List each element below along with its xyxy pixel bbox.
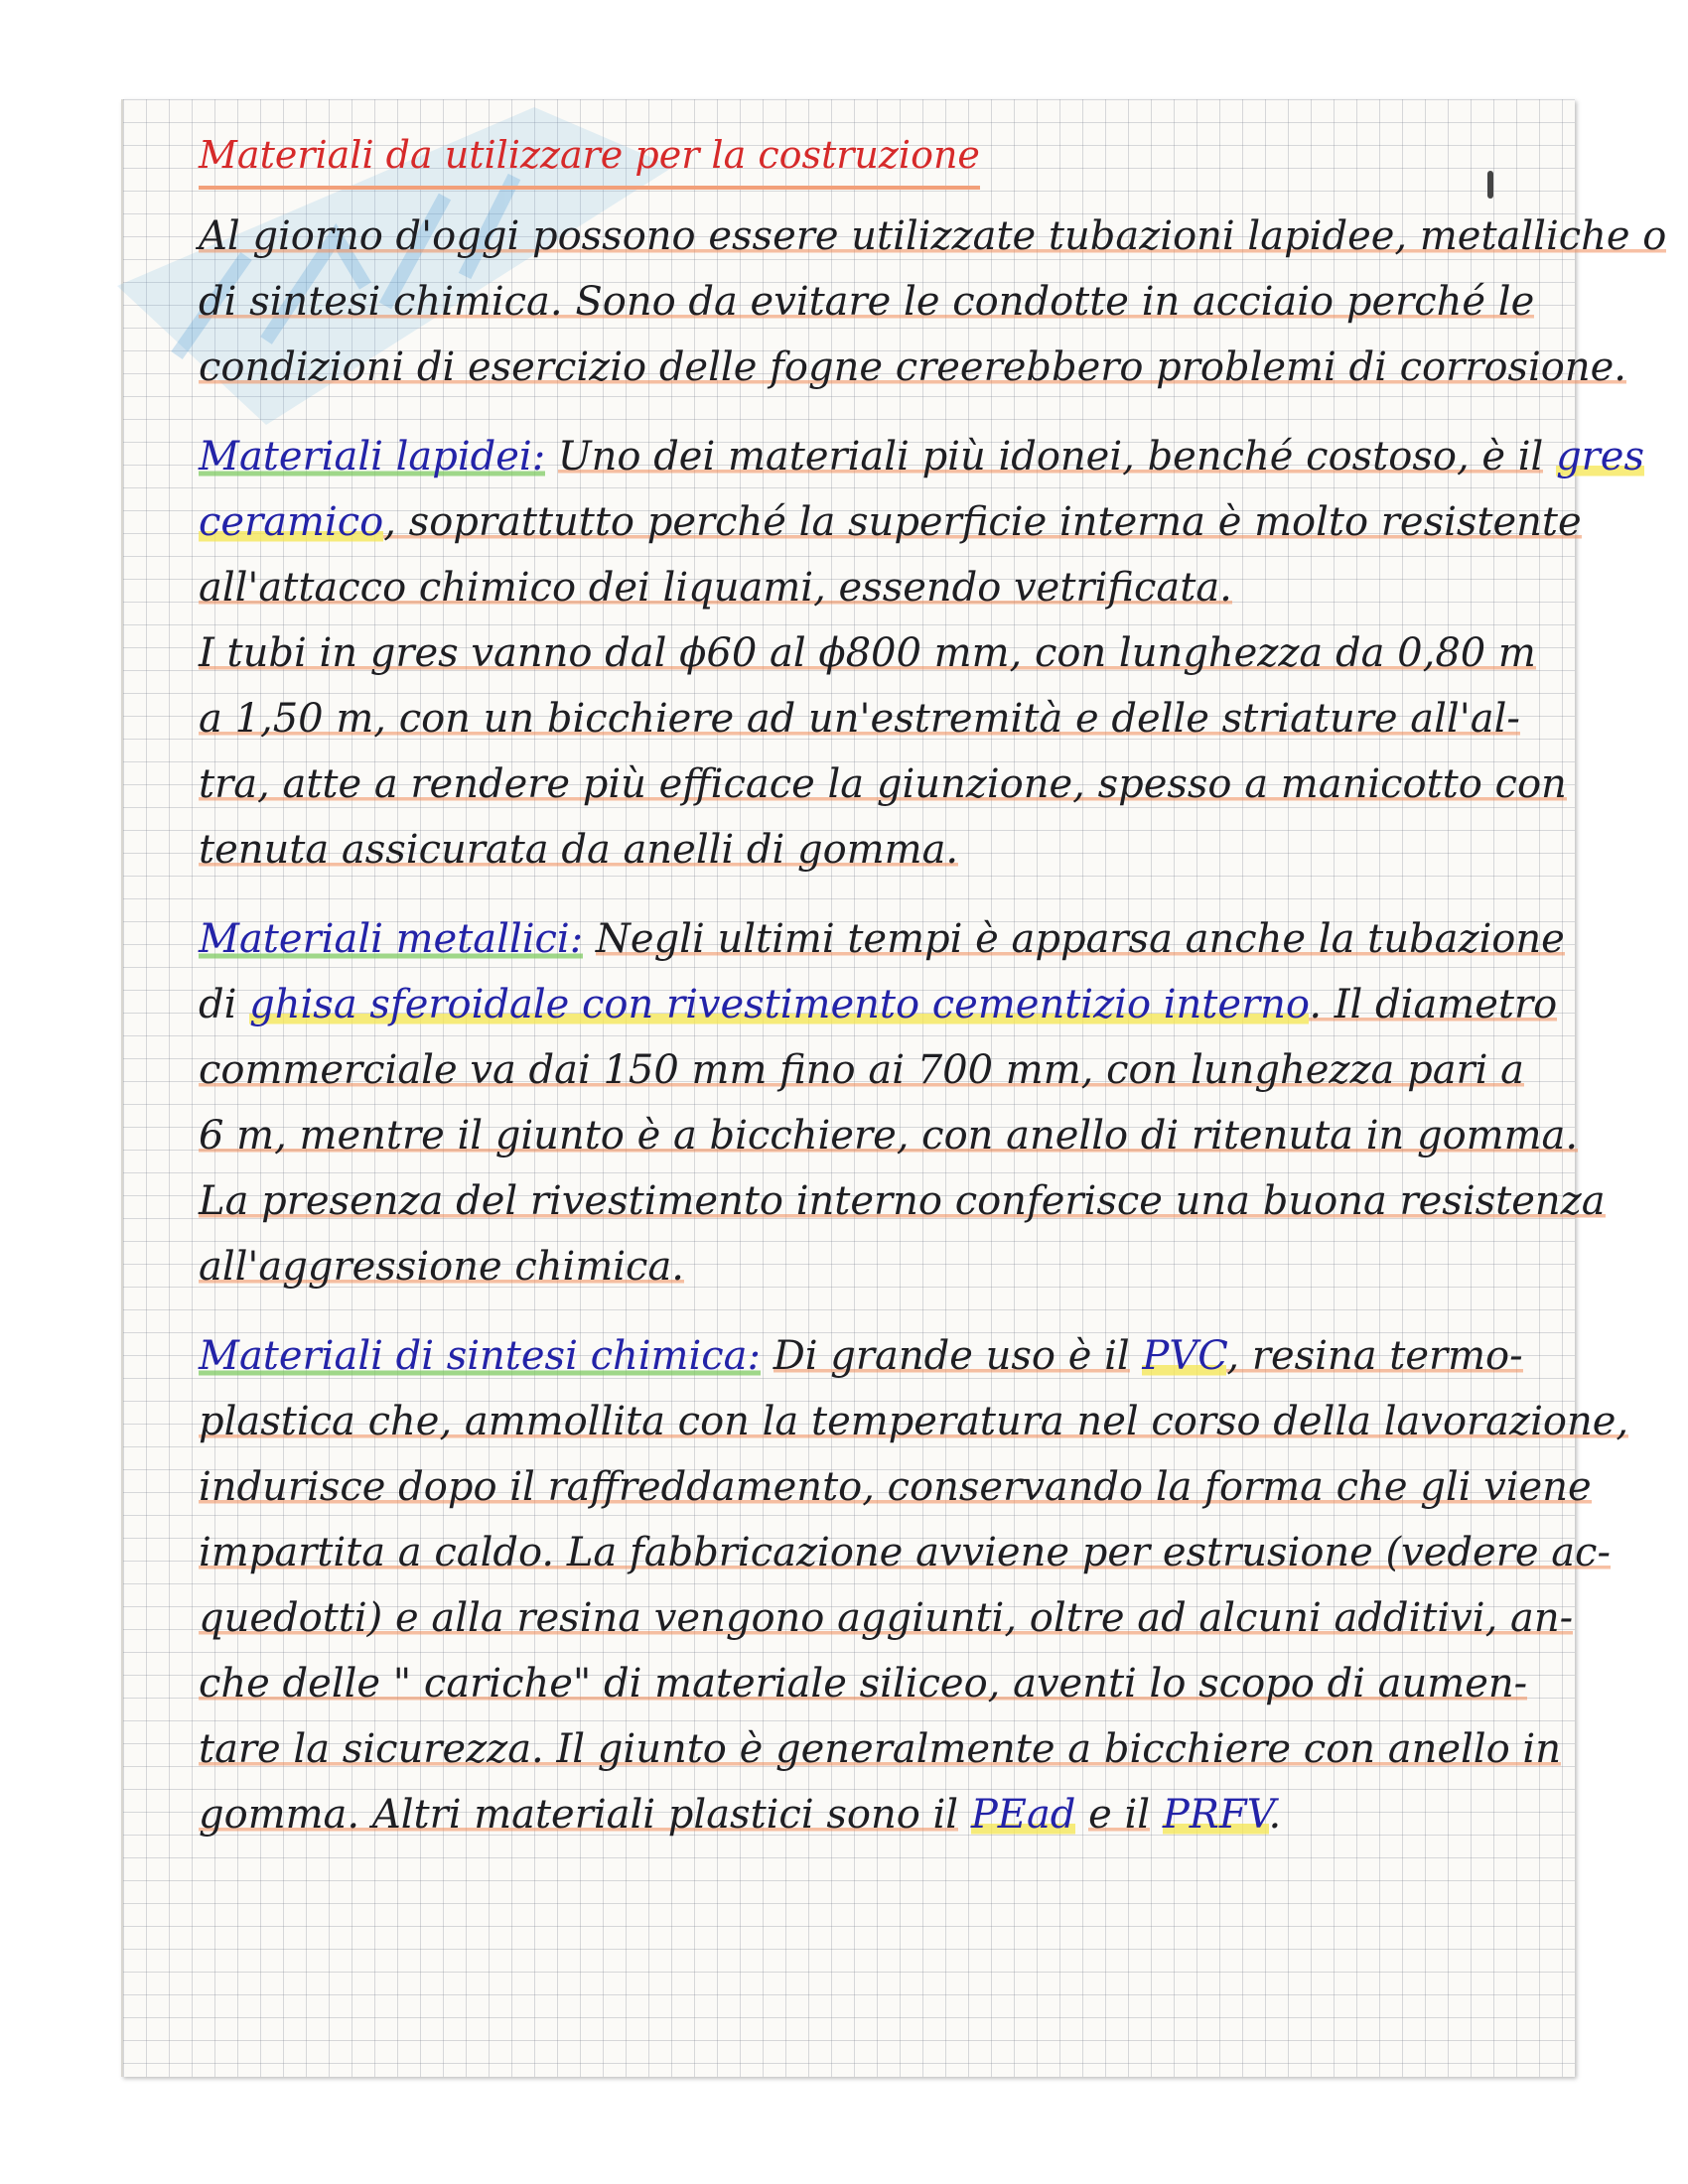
handwritten-notes [199,124,1667,1847]
text-line: gomma. Altri materiali plastici sono il [199,1792,959,1838]
section-heading: Materiali di sintesi chimica: [199,1333,761,1379]
highlighted-term: PEad [970,1792,1076,1838]
section-metallici [199,906,1606,1299]
section-heading: Materiali lapidei: [199,434,546,479]
highlighted-term: ghisa sferoidale con rivestimento cementizio interno [249,982,1310,1027]
highlighted-term: ceramico [199,499,384,545]
text-line: tra, atte a rendere più efficace la giunzione, spesso a manicotto con [199,761,1567,807]
text-line: , resina termo- [1226,1333,1523,1379]
text-line: indurisce dopo il raffreddamento, conservando la forma che gli viene [199,1464,1592,1510]
text-fragment: di [199,982,237,1027]
text-line: e il [1088,1792,1151,1838]
text-line: che delle " cariche" di materiale siliceo, aventi lo scopo di aumen- [199,1661,1528,1706]
text-line: commerciale va dai 150 mm fino ai 700 mm, con lunghezza pari a [199,1047,1525,1093]
text-line: Negli ultimi tempi è apparsa anche la tubazione [595,916,1565,962]
text-line: Uno dei materiali più idonei, benché costoso, è il [557,434,1544,479]
section-heading: Materiali metallici: [199,916,584,962]
text-line: , soprattutto perché la superficie interna è molto resistente [383,499,1582,545]
text-line: Di grande uso è il [773,1333,1130,1379]
text-line: di sintesi chimica. Sono da evitare le condotte in acciaio perché le [199,279,1535,325]
section-lapidei [199,424,1644,883]
text-line: all'attacco chimico dei liquami, essendo vetrificata. [199,565,1232,611]
text-fragment: . [1268,1792,1282,1838]
text-line: Al giorno d'oggi possono essere utilizzate tubazioni lapidee, metalliche o [199,213,1667,259]
text-line: tare la sicurezza. Il giunto è generalmente a bicchiere con anello in [199,1726,1561,1772]
text-line: 6 m, mentre il giunto è a bicchiere, con anello di ritenuta in gomma. [199,1113,1579,1159]
text-line: quedotti) e alla resina vengono aggiunti, oltre ad alcuni additivi, an- [199,1595,1574,1641]
page-title: Materiali da utilizzare per la costruzione [199,124,980,190]
text-line: I tubi in gres vanno dal ϕ60 al ϕ800 mm, con lunghezza da 0,80 m [199,630,1536,676]
intro-paragraph [199,204,1667,400]
text-line: La presenza del rivestimento interno conferisce una buona resistenza [199,1178,1606,1224]
section-sintesi [199,1323,1629,1847]
text-line: a 1,50 m, con un bicchiere ad un'estremità e delle striature all'al- [199,696,1520,742]
text-line: . Il diametro [1309,982,1558,1027]
text-line: impartita a caldo. La fabbricazione avviene per estrusione (vedere ac- [199,1530,1611,1575]
text-line: plastica che, ammollita con la temperatura nel corso della lavorazione, [199,1399,1629,1444]
text-line: all'aggressione chimica. [199,1244,685,1290]
highlighted-term: PVC [1142,1333,1227,1379]
text-line: tenuta assicurata da anelli di gomma. [199,827,959,873]
highlighted-term: gres [1556,434,1644,479]
highlighted-term: PRFV [1162,1792,1269,1838]
text-line: condizioni di esercizio delle fogne creerebbero problemi di corrosione. [199,344,1626,390]
